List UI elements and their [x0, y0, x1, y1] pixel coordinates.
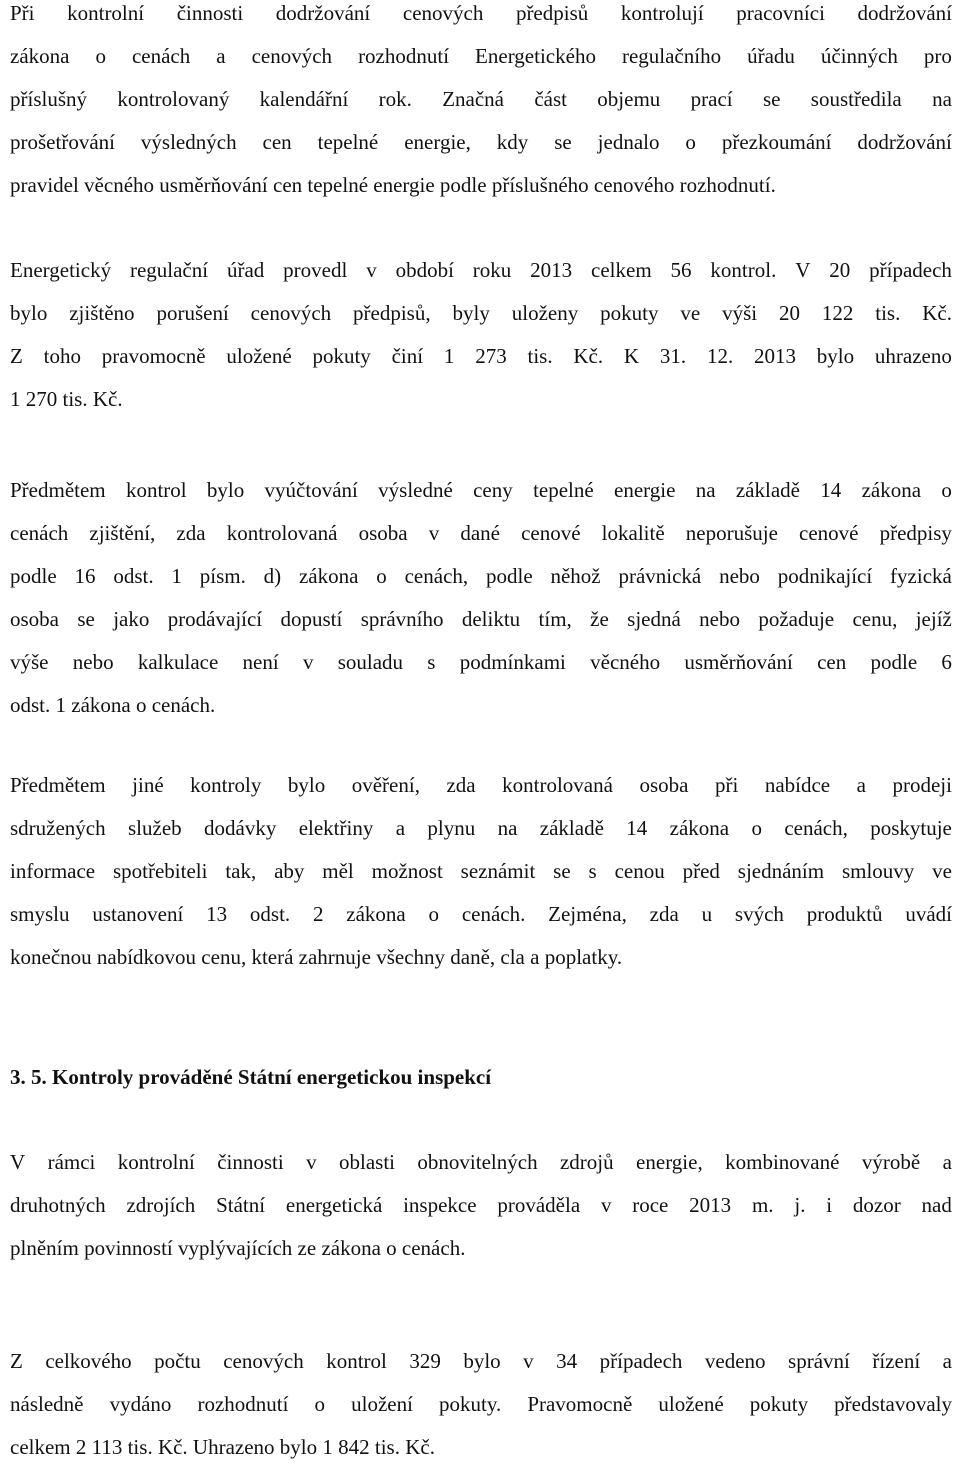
word: činnosti	[176, 1, 244, 25]
word: Z	[10, 1349, 23, 1373]
word: případech	[869, 258, 952, 282]
text-line	[10, 1141, 952, 1184]
text-line	[10, 35, 952, 78]
word: i	[826, 1193, 833, 1217]
word: 13	[206, 902, 228, 926]
word: zda	[649, 902, 679, 926]
word: d)	[263, 564, 282, 588]
word: Značná	[442, 87, 504, 111]
text-line: plněním povinností vyplývajících ze zákona o cenách.	[10, 1236, 466, 1260]
heading-line	[10, 1056, 952, 1099]
word: kalendářní	[259, 87, 349, 111]
word: sjednáním	[737, 859, 825, 883]
word: cenových	[251, 44, 333, 68]
word: kontrolují	[620, 1, 704, 25]
word: rok.	[378, 87, 412, 111]
word: V	[10, 1150, 26, 1174]
word: tím,	[538, 607, 572, 631]
word: uloženy	[511, 301, 579, 325]
text-line	[10, 598, 952, 641]
word: podle	[485, 564, 533, 588]
word: kontrolní	[117, 1150, 195, 1174]
word: o	[376, 564, 387, 588]
word: o	[428, 902, 440, 926]
word: sdružených	[10, 816, 106, 840]
word: uložené	[226, 344, 292, 368]
word: energie	[614, 478, 676, 502]
word: o	[95, 44, 106, 68]
word: nebo	[719, 564, 760, 588]
word: Pravomocně	[527, 1392, 633, 1416]
word: služeb	[128, 816, 182, 840]
word: usměrňování	[684, 650, 793, 674]
word: cenách	[10, 521, 69, 545]
word: Zejména,	[548, 902, 627, 926]
word: 329	[409, 1349, 441, 1373]
heading-text: Kontroly prováděné Státní energetickou inspekcí	[52, 1065, 492, 1089]
word: kontrol.	[710, 258, 777, 282]
text-line	[10, 335, 952, 378]
word: podmínkami	[459, 650, 566, 674]
word: a	[856, 773, 866, 797]
word: výrobě	[861, 1150, 921, 1174]
heading-number: 3. 5.	[10, 1065, 47, 1089]
word: celkového	[45, 1349, 132, 1373]
word: prodeji	[892, 773, 952, 797]
word: zda	[176, 521, 206, 545]
text-line	[10, 555, 952, 598]
word: objemu	[597, 87, 661, 111]
word: kontrolovaná	[226, 521, 338, 545]
word: 2013	[753, 344, 796, 368]
word: kdy	[496, 130, 529, 154]
text-line	[10, 807, 952, 850]
text-line	[10, 1383, 952, 1426]
word: představovaly	[834, 1392, 952, 1416]
word: pokuty	[600, 301, 659, 325]
word: o	[685, 130, 696, 154]
word: 12.	[706, 344, 734, 368]
word: jejíž	[915, 607, 952, 631]
word: 273	[475, 344, 507, 368]
word: pokuty	[749, 1392, 809, 1416]
word: 1	[171, 564, 182, 588]
text-line	[10, 249, 952, 292]
word: cenové	[521, 521, 581, 545]
word: 34	[556, 1349, 578, 1373]
word: cenách,	[404, 564, 469, 588]
word: základě	[735, 478, 800, 502]
word: Předmětem	[10, 773, 106, 797]
text-line	[10, 512, 952, 555]
word: v	[306, 1150, 317, 1174]
word: kontrol	[326, 1349, 387, 1373]
word: měl	[322, 859, 354, 883]
word: období	[395, 258, 454, 282]
word: inspekce	[403, 1193, 477, 1217]
word: účinných	[820, 44, 898, 68]
word: kontroly	[190, 773, 262, 797]
paragraph-sei-renewables	[10, 1141, 952, 1270]
word: produktů	[806, 902, 883, 926]
word: odst.	[249, 902, 291, 926]
word: obnovitelných	[417, 1150, 538, 1174]
paragraph-sei-fines	[10, 1340, 952, 1469]
word: dodržování	[857, 1, 952, 25]
word: soustředila	[810, 87, 902, 111]
word: Státní	[216, 1193, 266, 1217]
word: neporušuje	[685, 521, 778, 545]
word: a	[395, 816, 406, 840]
word: uhrazeno	[874, 344, 952, 368]
word: uložení	[351, 1392, 413, 1416]
word: a	[942, 1150, 952, 1174]
word: 122	[821, 301, 854, 325]
word: bylo	[10, 301, 48, 325]
word: V	[795, 258, 811, 282]
text-line: konečnou nabídkovou cenu, která zahrnuje všechny daně, cla a poplatky.	[10, 945, 623, 969]
word: zákona	[669, 816, 730, 840]
word: pracovníci	[736, 1, 825, 25]
word: nabídce	[764, 773, 831, 797]
word: aby	[274, 859, 305, 883]
word: následně	[10, 1392, 84, 1416]
word: 2013	[530, 258, 573, 282]
word: nad	[921, 1193, 952, 1217]
word: cenových	[223, 1349, 304, 1373]
word: kontrolovaný	[117, 87, 230, 111]
word: věcného	[590, 650, 661, 674]
word: tepelné	[533, 478, 594, 502]
word: část	[534, 87, 567, 111]
word: dopustí	[280, 607, 343, 631]
word: energie,	[404, 130, 471, 154]
word: zákona	[298, 564, 359, 588]
text-line	[10, 1184, 952, 1227]
word: prováděla	[497, 1193, 581, 1217]
word: vyúčtování	[264, 478, 358, 502]
word: porušení	[156, 301, 229, 325]
word: v	[302, 650, 314, 674]
word: toho	[43, 344, 81, 368]
word: tis.	[527, 344, 553, 368]
word: informace	[10, 859, 96, 883]
word: na	[932, 87, 952, 111]
word: pro	[923, 44, 952, 68]
word: možnost	[371, 859, 443, 883]
word: spotřebiteli	[112, 859, 208, 883]
word: předpisů	[515, 1, 589, 25]
text-line	[10, 469, 952, 512]
word: tepelné	[317, 130, 379, 154]
word: 2	[312, 902, 324, 926]
word: pravomocně	[101, 344, 206, 368]
word: 14	[820, 478, 842, 502]
word: cen	[262, 130, 292, 154]
word: zjištěno	[69, 301, 135, 325]
word: pokuty.	[439, 1392, 502, 1416]
word: svých	[734, 902, 784, 926]
word: dodržování	[857, 130, 952, 154]
word: něhož	[550, 564, 601, 588]
word: tis.	[875, 301, 901, 325]
paragraph-price-inspection	[10, 0, 952, 207]
text-line	[10, 78, 952, 121]
word: se	[762, 87, 781, 111]
word: 31.	[659, 344, 687, 368]
word: u	[701, 902, 713, 926]
text-line: celkem 2 113 tis. Kč. Uhrazeno bylo 1 842 tis. Kč.	[10, 1435, 435, 1459]
word: sjedná	[627, 607, 681, 631]
word: fyzická	[890, 564, 952, 588]
word: kalkulace	[137, 650, 219, 674]
word: úřadu	[747, 44, 795, 68]
text-line	[10, 121, 952, 164]
word: předpisy	[879, 521, 952, 545]
word: Z	[10, 344, 23, 368]
word: provedl	[283, 258, 348, 282]
word: správní	[788, 1349, 850, 1373]
word: Při	[10, 1, 35, 25]
paragraph-heat-price-control	[10, 469, 952, 727]
word: prodávající	[167, 607, 263, 631]
word: 20	[778, 301, 800, 325]
word: uvádí	[905, 902, 952, 926]
word: výsledné	[378, 478, 453, 502]
word: ve	[680, 301, 701, 325]
word: v	[600, 1193, 612, 1217]
word: oblasti	[339, 1150, 396, 1174]
word: cenových	[250, 301, 332, 325]
word: bylo	[816, 344, 855, 368]
word: kontrolní	[67, 1, 145, 25]
word: s	[588, 859, 597, 883]
paragraph-bundled-services-control	[10, 764, 952, 979]
word: 16	[74, 564, 96, 588]
word: celkem	[591, 258, 652, 282]
word: byly	[452, 301, 490, 325]
word: osoba	[10, 607, 59, 631]
word: před	[682, 859, 720, 883]
word: vedeno	[704, 1349, 766, 1373]
word: a	[216, 44, 226, 68]
word: cenové	[799, 521, 859, 545]
word: výsledných	[140, 130, 237, 154]
word: řízení	[872, 1349, 921, 1373]
word: jako	[113, 607, 150, 631]
word: zákona	[861, 478, 922, 502]
word: vydáno	[109, 1392, 172, 1416]
word: na	[497, 816, 518, 840]
word: Energetického	[475, 44, 596, 68]
text-line	[10, 1340, 952, 1383]
word: pokuty	[312, 344, 371, 368]
word: ustanovení	[92, 902, 184, 926]
word: rozhodnutí	[358, 44, 450, 68]
word: o	[751, 816, 762, 840]
word: činnosti	[217, 1150, 284, 1174]
word: příslušný	[10, 87, 88, 111]
word: podnikající	[777, 564, 873, 588]
word: roce	[632, 1193, 669, 1217]
word: Kč.	[573, 344, 604, 368]
word: o	[314, 1392, 326, 1416]
word: v	[366, 258, 377, 282]
word: výše	[10, 650, 49, 674]
word: K	[623, 344, 640, 368]
word: o	[941, 478, 952, 502]
section-heading	[10, 1056, 952, 1099]
word: m.	[751, 1193, 774, 1217]
word: jednalo	[597, 130, 660, 154]
word: regulačního	[621, 44, 722, 68]
word: 2013	[689, 1193, 732, 1217]
word: úřad	[226, 258, 265, 282]
text-line	[10, 292, 952, 335]
word: prací	[690, 87, 733, 111]
word: v	[523, 1349, 534, 1373]
word: dané	[460, 521, 500, 545]
word: roku	[472, 258, 512, 282]
text-line: pravidel věcného usměrňování cen tepelné energie podle příslušného cenového rozhodnutí.	[10, 173, 776, 197]
word: nebo	[72, 650, 114, 674]
word: odst.	[113, 564, 154, 588]
word: jiné	[132, 773, 164, 797]
word: cenou	[614, 859, 665, 883]
word: cenách.	[461, 902, 526, 926]
word: smyslu	[10, 902, 70, 926]
word: regulační	[129, 258, 209, 282]
word: se	[77, 607, 95, 631]
text-line: 1 270 tis. Kč.	[10, 387, 123, 411]
word: cenách,	[784, 816, 848, 840]
text-line	[10, 764, 952, 807]
word: dodržování	[275, 1, 371, 25]
word: osoba	[358, 521, 408, 545]
word: cen	[817, 650, 847, 674]
word: zdrojích	[126, 1193, 196, 1217]
word: 14	[626, 816, 648, 840]
word: osoba	[639, 773, 689, 797]
word: ověření,	[351, 773, 420, 797]
text-line	[10, 850, 952, 893]
word: lokalitě	[601, 521, 665, 545]
word: uložené	[658, 1392, 724, 1416]
word: není	[242, 650, 279, 674]
word: dozor	[852, 1193, 901, 1217]
text-line	[10, 893, 952, 936]
paragraph-eru-controls	[10, 249, 952, 421]
word: právnická	[618, 564, 702, 588]
word: že	[590, 607, 609, 631]
word: cenových	[402, 1, 484, 25]
word: při	[714, 773, 739, 797]
word: seznámit	[460, 859, 536, 883]
word: písm.	[199, 564, 246, 588]
word: počtu	[154, 1349, 201, 1373]
word: rámci	[47, 1150, 96, 1174]
word: 20	[829, 258, 851, 282]
word: zákona	[10, 44, 70, 68]
word: zdrojů	[559, 1150, 614, 1174]
word: výši	[722, 301, 758, 325]
word: poskytuje	[870, 816, 952, 840]
word: kontrol	[125, 478, 187, 502]
word: druhotných	[10, 1193, 106, 1217]
word: bylo	[287, 773, 326, 797]
word: cenách	[131, 44, 191, 68]
word: deliktu	[461, 607, 521, 631]
word: podle	[10, 564, 57, 588]
word: nebo	[699, 607, 740, 631]
word: se	[554, 130, 572, 154]
word: na	[695, 478, 716, 502]
word: energetická	[285, 1193, 383, 1217]
word: rozhodnutí	[197, 1392, 289, 1416]
word: základě	[539, 816, 604, 840]
word: 6	[941, 650, 952, 674]
word: smlouvy	[841, 859, 915, 883]
word: cenu,	[852, 607, 898, 631]
word: 1	[443, 344, 455, 368]
word: a	[942, 1349, 952, 1373]
word: Energetický	[10, 258, 112, 282]
word: předpisů,	[353, 301, 431, 325]
word: v	[428, 521, 440, 545]
word: zákona	[346, 902, 406, 926]
word: kombinované	[725, 1150, 840, 1174]
text-line: odst. 1 zákona o cenách.	[10, 693, 216, 717]
word: prošetřování	[10, 130, 115, 154]
word: s	[427, 650, 436, 674]
word: správního	[360, 607, 444, 631]
word: se	[553, 859, 571, 883]
word: dodávky	[204, 816, 277, 840]
word: požaduje	[758, 607, 835, 631]
word: bylo	[463, 1349, 501, 1373]
word: přezkoumání	[721, 130, 832, 154]
word: j.	[794, 1193, 806, 1217]
word: bylo	[206, 478, 245, 502]
word: kontrolovaná	[502, 773, 613, 797]
word: tak,	[225, 859, 257, 883]
word: činí	[391, 344, 424, 368]
word: ceny	[473, 478, 513, 502]
word: ve	[932, 859, 952, 883]
word: Kč.	[922, 301, 952, 325]
word: souladu	[337, 650, 404, 674]
word: zda	[446, 773, 476, 797]
word: 56	[670, 258, 692, 282]
word: zjištění,	[89, 521, 156, 545]
word: plynu	[427, 816, 476, 840]
text-line	[10, 0, 952, 35]
word: energie,	[636, 1150, 703, 1174]
text-line	[10, 641, 952, 684]
word: případech	[599, 1349, 683, 1373]
word: podle	[870, 650, 918, 674]
word: elektřiny	[298, 816, 374, 840]
word: Předmětem	[10, 478, 106, 502]
